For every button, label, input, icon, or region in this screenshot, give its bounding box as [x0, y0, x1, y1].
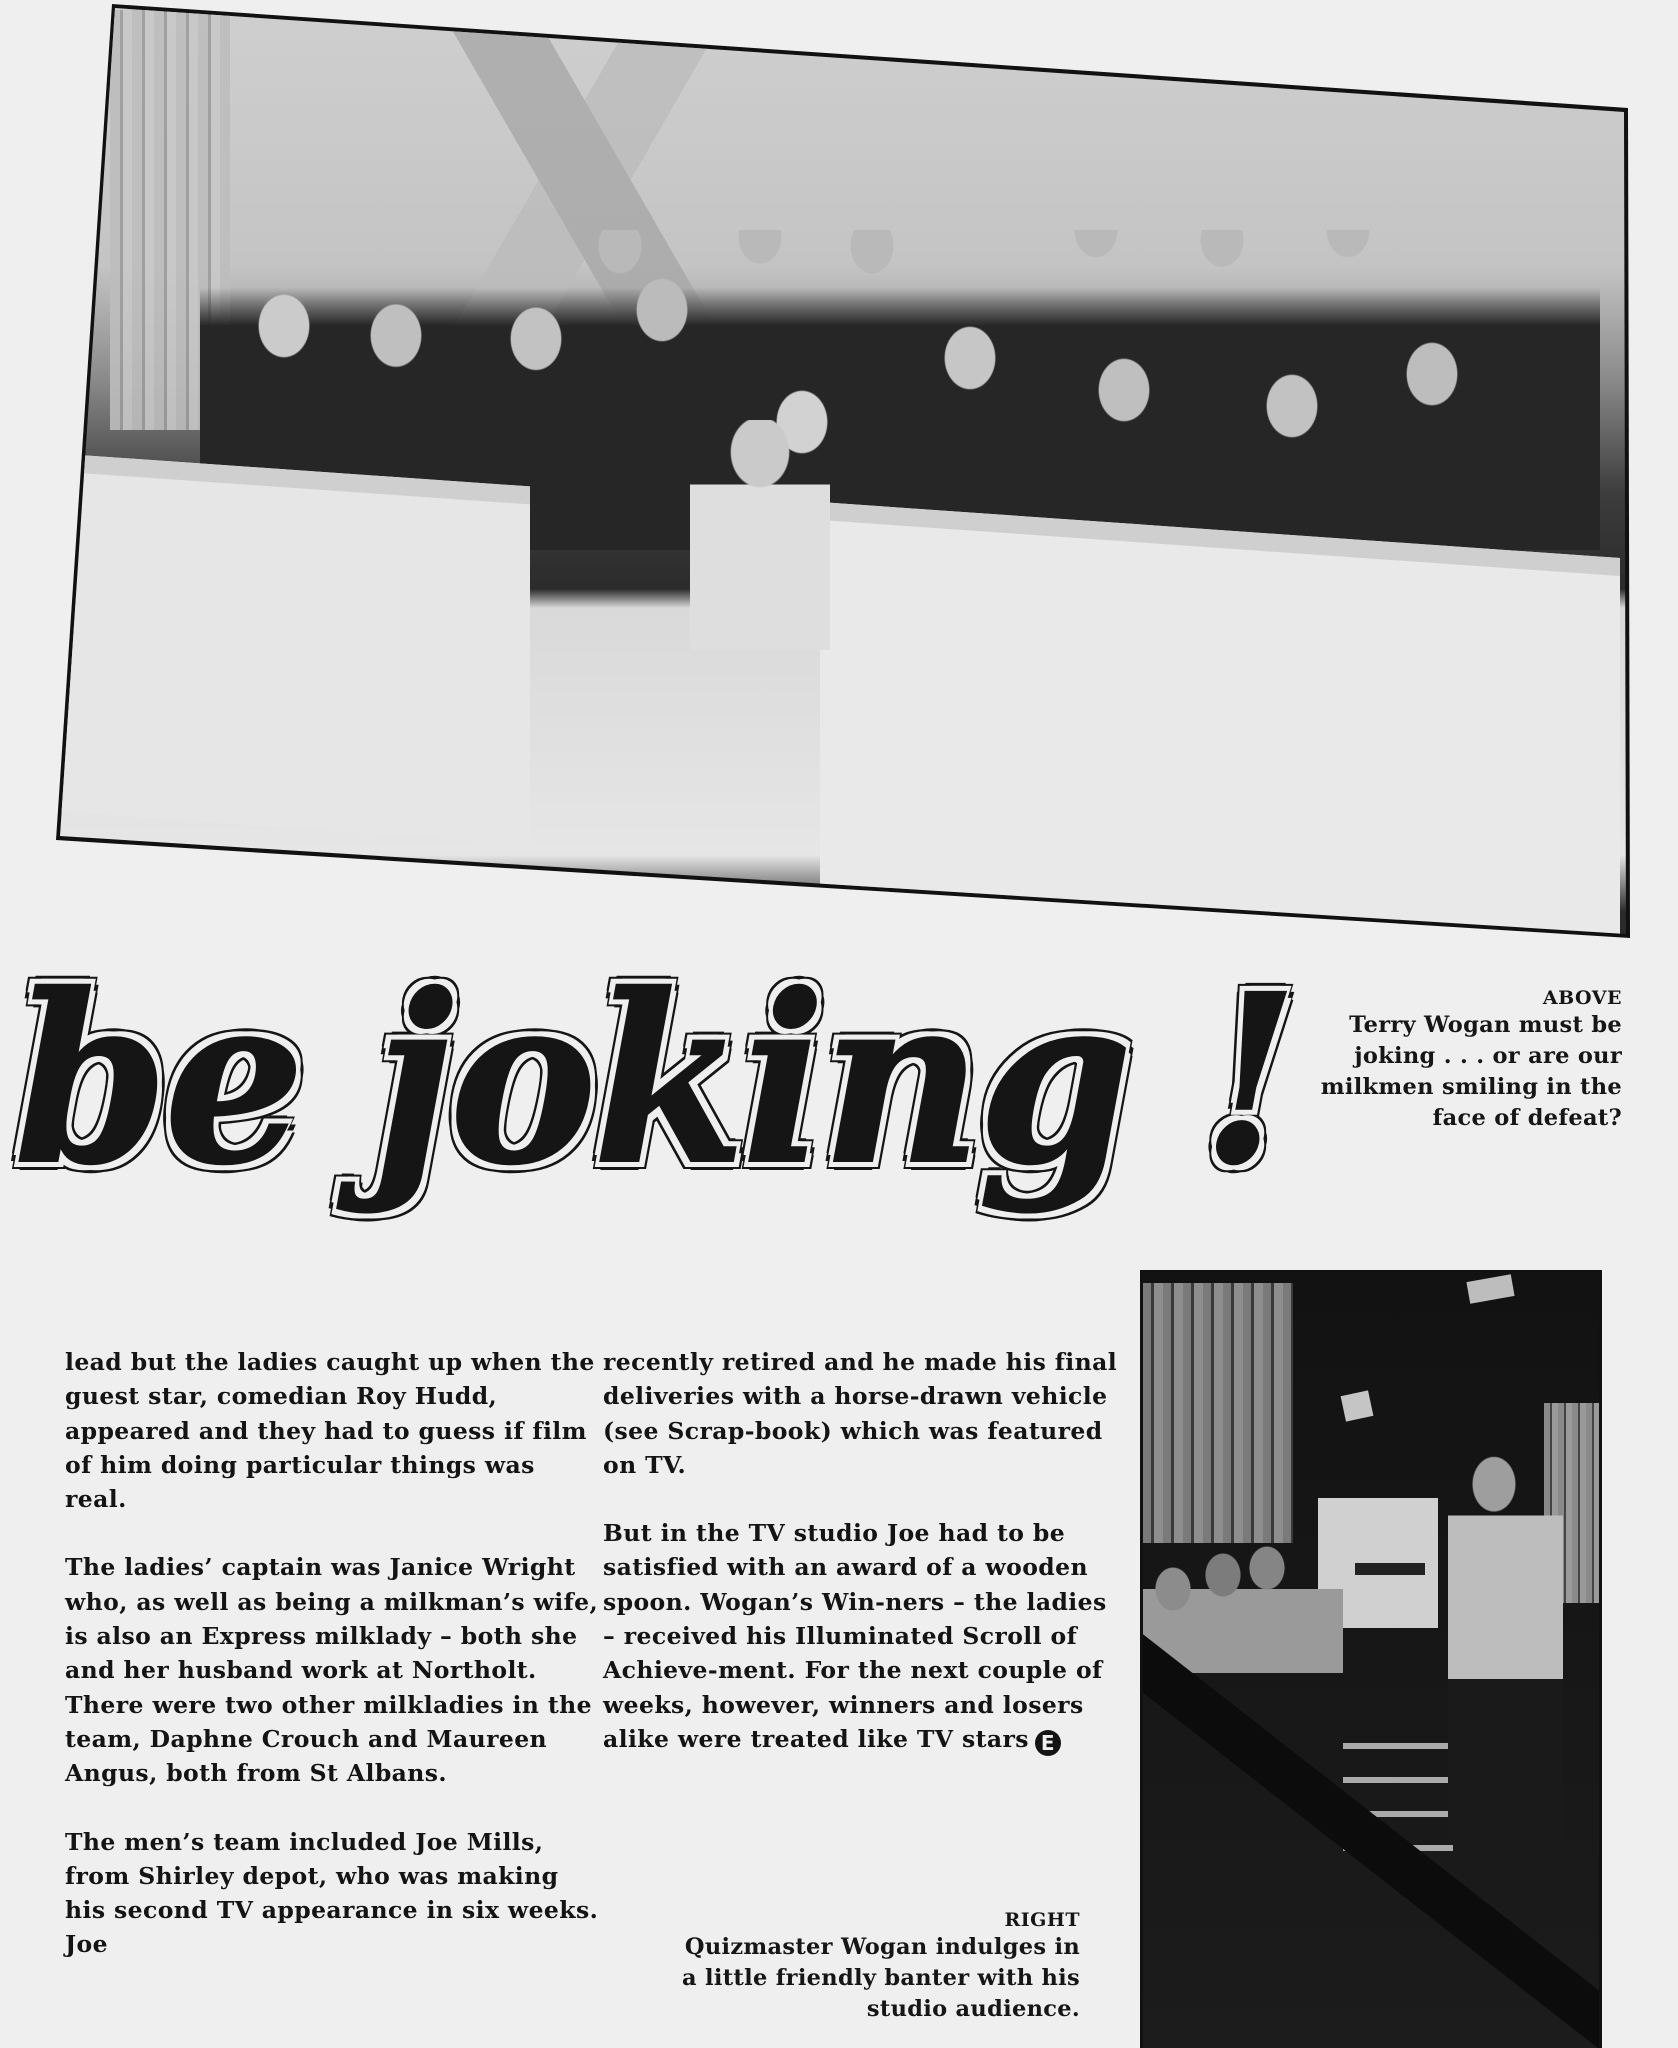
contestant-desk-left: [60, 454, 530, 845]
paragraph: The men’s team included Joe Mills, from Shirley depot, who was making his second TV appearance in six weeks. Joe: [65, 1827, 599, 1959]
caption-above-text: Terry Wogan must be joking . . . or are our milkmen smiling in the face of defeat?: [1320, 1012, 1622, 1131]
paragraph-text: But in the TV studio Joe had to be satisfied with an award of a wooden spoon. Wogan’s Win-ners – the ladies – received his Illuminated Scroll of Achieve-ment. For the next couple of weeks, however, winners and losers alike were treated like TV stars: [603, 1519, 1107, 1753]
scoreboard-strip: [1355, 1563, 1425, 1575]
paragraph: [603, 1516, 1123, 1756]
paragraph: lead but the ladies caught up when the guest star, comedian Roy Hudd, appeared and they had to guess if film of him doing particular things was real.: [65, 1348, 595, 1514]
body-column-middle: [603, 1345, 1123, 1790]
headline: be joking !: [14, 943, 1295, 1216]
top-photo: [0, 0, 1678, 950]
studio-monitor: [1341, 1390, 1374, 1421]
studio-monitor: [1466, 1274, 1514, 1303]
body-column-left: [65, 1345, 605, 1996]
caption-above: [1262, 986, 1622, 1134]
paragraph: recently retired and he made his final deliveries with a horse-drawn vehicle (see Scrap-book) which was featured on TV.: [603, 1348, 1118, 1479]
studio-curtain: [1143, 1283, 1293, 1543]
contestant-desk-right: [820, 502, 1620, 956]
right-photo: [1140, 1270, 1602, 2048]
caption-right-label: RIGHT: [1004, 1909, 1080, 1931]
caption-above-label: ABOVE: [1542, 987, 1622, 1009]
paragraph: The ladies’ captain was Janice Wright who, as well as being a milkman’s wife, is also an Express milklady – both she and her husband work at Northolt. There were two other milkladies in the team, Daphne Crouch and Maureen Angus, both from St Albans.: [65, 1553, 599, 1788]
caption-right: [680, 1908, 1080, 2025]
quizmaster-figure: [690, 420, 830, 650]
caption-right-text: Quizmaster Wogan indulges in a little friendly banter with his studio audience.: [682, 1934, 1080, 2022]
quizmaster-figure: [1448, 1453, 1563, 1843]
studio-audience: [1143, 1533, 1343, 1673]
end-of-article-icon: E: [1035, 1730, 1061, 1756]
